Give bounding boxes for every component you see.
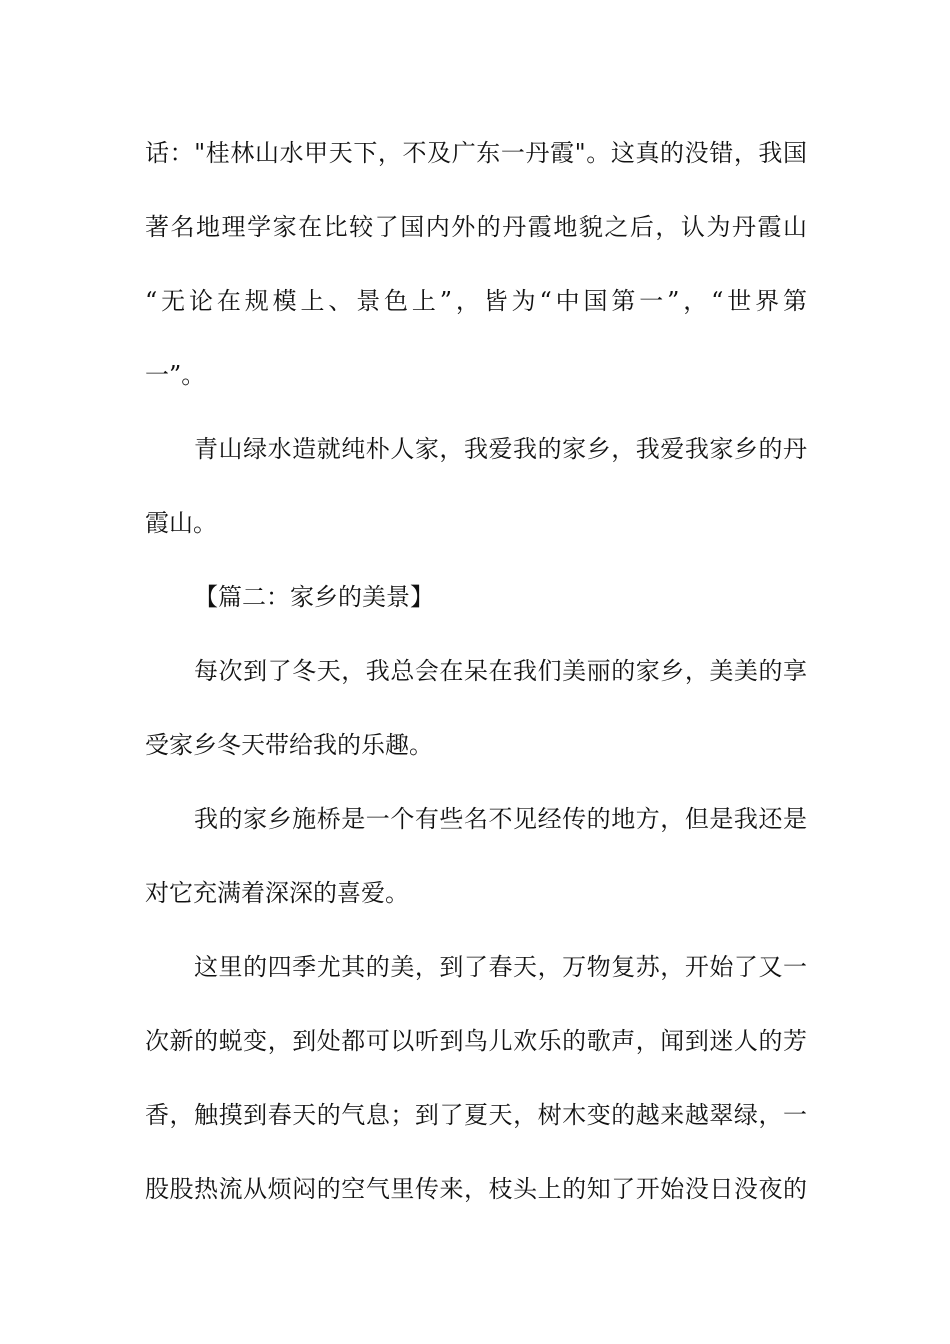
text-line: 青山绿水造就纯朴人家，我爱我的家乡，我爱我家乡的丹 (194, 435, 807, 463)
text-line: 次新的蜕变，到处都可以听到鸟儿欢乐的歌声，闻到迷人的芳 (145, 1027, 807, 1055)
text-line: 股股热流从烦闷的空气里传来，枝头上的知了开始没日没夜的 (145, 1175, 807, 1203)
text-line: 每次到了冬天，我总会在呆在我们美丽的家乡，美美的享 (194, 657, 807, 685)
text-line: “无论在规模上、景色上”，皆为“中国第一”，“世界第 (145, 287, 807, 315)
text-line: 对它充满着深深的喜爱。 (145, 879, 409, 907)
text-line: 香，触摸到春天的气息；到了夏天，树木变的越来越翠绿，一 (145, 1101, 807, 1129)
text-line: 受家乡冬天带给我的乐趣。 (145, 731, 433, 759)
section-heading: 【篇二：家乡的美景】 (194, 583, 434, 611)
text-line: 话："桂林山水甲天下，不及广东一丹霞"。这真的没错，我国 (145, 139, 807, 167)
text-line: 一”。 (145, 361, 206, 389)
text-line: 这里的四季尤其的美，到了春天，万物复苏，开始了又一 (194, 953, 807, 981)
text-line: 著名地理学家在比较了国内外的丹霞地貌之后，认为丹霞山 (145, 213, 807, 241)
text-line: 我的家乡施桥是一个有些名不见经传的地方，但是我还是 (194, 805, 807, 833)
text-line: 霞山。 (145, 509, 217, 537)
